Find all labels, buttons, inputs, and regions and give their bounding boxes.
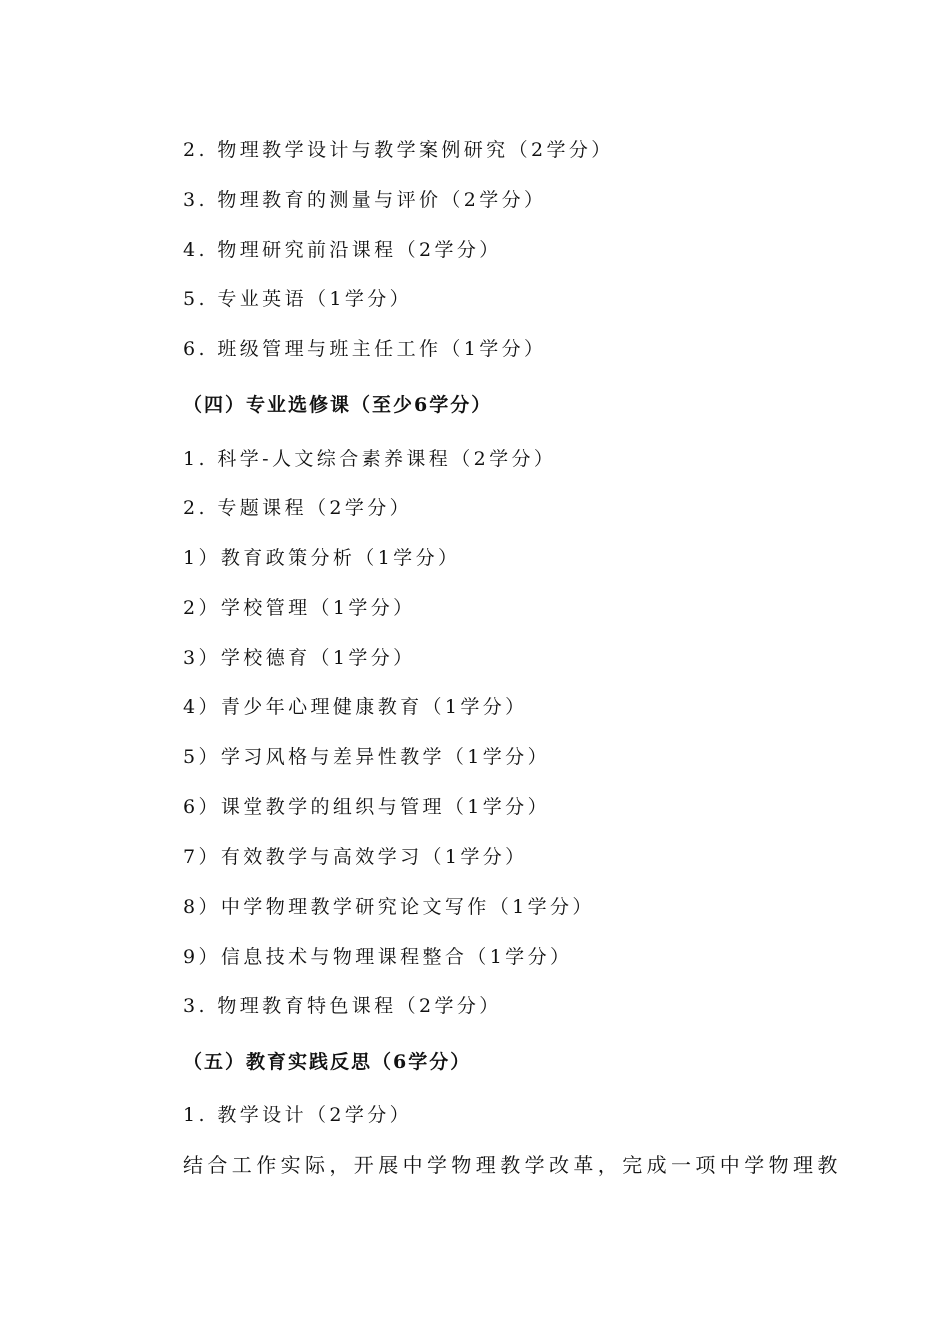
course-subitem: 7）有效教学与高效学习（1学分） bbox=[183, 846, 528, 868]
body-paragraph: 结合工作实际，开展中学物理教学改革，完成一项中学物理教 bbox=[183, 1153, 842, 1177]
section-heading-electives: （四）专业选修课（至少6学分） bbox=[183, 394, 493, 416]
course-subitem: 9）信息技术与物理课程整合（1学分） bbox=[183, 946, 573, 968]
course-item: 5. 专业英语（1学分） bbox=[183, 288, 413, 310]
course-item: 3. 物理教育的测量与评价（2学分） bbox=[183, 189, 547, 211]
course-item: 1. 教学设计（2学分） bbox=[183, 1104, 413, 1126]
course-subitem: 8）中学物理教学研究论文写作（1学分） bbox=[183, 896, 595, 918]
course-item: 6. 班级管理与班主任工作（1学分） bbox=[183, 338, 547, 360]
course-subitem: 1）教育政策分析（1学分） bbox=[183, 547, 461, 569]
course-subitem: 5）学习风格与差异性教学（1学分） bbox=[183, 746, 550, 768]
course-subitem: 4）青少年心理健康教育（1学分） bbox=[183, 696, 528, 718]
course-item: 4. 物理研究前沿课程（2学分） bbox=[183, 239, 502, 261]
section-heading-practice: （五）教育实践反思（6学分） bbox=[183, 1051, 472, 1073]
course-item: 2. 物理教学设计与教学案例研究（2学分） bbox=[183, 139, 614, 161]
course-item: 2. 专题课程（2学分） bbox=[183, 497, 413, 519]
course-subitem: 2）学校管理（1学分） bbox=[183, 597, 416, 619]
course-subitem: 6）课堂教学的组织与管理（1学分） bbox=[183, 796, 550, 818]
course-subitem: 3）学校德育（1学分） bbox=[183, 647, 416, 669]
course-item: 3. 物理教育特色课程（2学分） bbox=[183, 995, 502, 1017]
course-item: 1. 科学-人文综合素养课程（2学分） bbox=[183, 448, 557, 470]
